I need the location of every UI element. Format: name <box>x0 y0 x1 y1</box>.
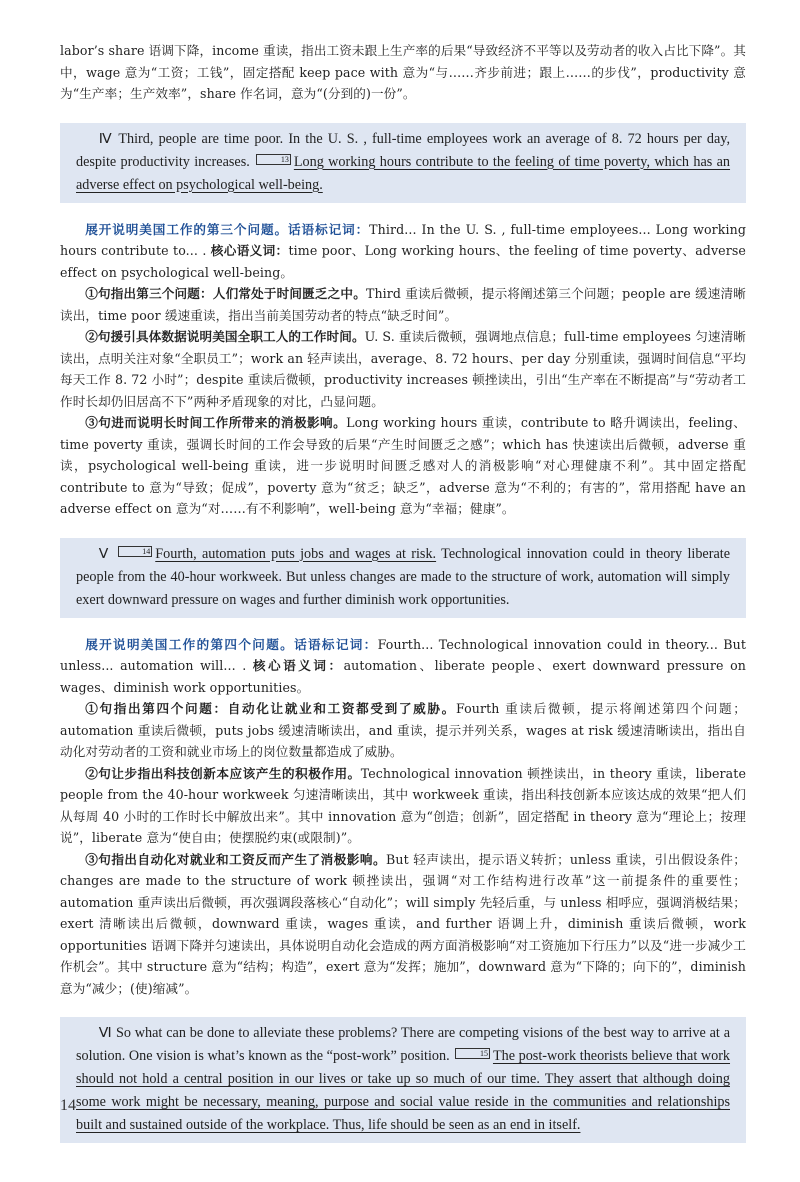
markers-label: 话语标记词： <box>288 221 370 237</box>
point-heading: ①句指出第三个问题：人们常处于时间匮乏之中。 <box>85 286 366 301</box>
core-label: 核心语义词： <box>252 658 344 673</box>
underlined-sentence: Long working hours contribute to the feeling of time poverty, which has an adverse effect on psychological well-being. <box>76 153 731 193</box>
point-text: Technological innovation 顿挫读出，in theory 重读，liberate people from the 40-hour workweek 匀速清晰读出，其中 workweek 重读，指出科技创新本应该达成的效果“把人们从每周 40 小时的工作时长中解放出来”。其中 innovation 意为“创造；创新”，固定搭配 in theory 意为“理论上；按理说”，liberate 意为“使自由；使摆脱约束(或限制)”。 <box>60 765 746 845</box>
core-text: time poor、Long working hours、the feeling of time poverty、adverse effect on psychological well-being。 <box>60 243 746 280</box>
point-heading: ②句让步指出科技创新本应该产生的积极作用。 <box>85 765 361 781</box>
paragraph-number: Ⅴ <box>98 545 111 562</box>
point-heading: ②句援引具体数据说明美国全职工人的工作时间。 <box>85 329 365 344</box>
passage-paragraph-6 <box>60 1017 746 1143</box>
point-text: Third 重读后微顿，提示将阐述第三个问题；people are 缓速清晰读出，time poor 缓速重读，指出当前美国劳动者的特点“缺乏时间”。 <box>60 286 746 323</box>
question-number-badge: 13 <box>256 154 291 165</box>
underlined-sentence: The post-work theorists believe that work should not hold a central position in our lives or take up so much of our time. They assert that although doing some work might be necessary, meaning, purpose and social value reside in the communities and relationships built and sustained outside of the workplace. Thus, life should be seen as an end in itself. <box>76 1048 731 1133</box>
analysis-text: labor’s share 语调下降，income 重读，指出工资未跟上生产率的后果“导致经济不平等以及劳动者的收入占比下降”。其中，wage 意为“工资；工钱”，固定搭配 keep pace with 意为“与……齐步前进；跟上……的步伐”，productivity 意为“生产率；生产效率”，share 作名词，意为“(分到的)一份”。 <box>60 43 746 101</box>
markers-label: 话语标记词： <box>294 636 378 652</box>
passage-text: So what can be done to alleviate these problems? There are competing visions of the best way to arrive at a solution. One vision is what’s known as the “post-work” position. <box>76 1025 730 1064</box>
passage-text: Technological innovation could in theory liberate people from the 40-hour workweek. But unless changes are made to the structure of work, automation will simply exert downward pressure on wages and further diminish work opportunities. <box>76 545 730 608</box>
point-heading: ③句指出自动化对就业和工资反而产生了消极影响。 <box>85 851 387 867</box>
point-heading: ③句进而说明长时间工作所带来的消极影响。 <box>85 415 347 430</box>
paragraph-number: Ⅳ <box>98 130 114 147</box>
analysis-block-5 <box>60 634 746 1000</box>
point-text: U. S. 重读后微顿，强调地点信息；full-time employees 匀速清晰读出，点明关注对象“全职员工”；work an 轻声读出，average、8. 72 hours、per day 分别重读，强调时间信息“平均每天工作 8. 72 小时”；despite 重读后微顿，productivity increases 顿挫读出，引出“生产率在不断提高”与“劳动者工作时长却仍旧居高不下”两种矛盾现象的对比，凸显问题。 <box>60 329 746 409</box>
analysis-block-4 <box>60 219 746 520</box>
point-heading: ①句指出第四个问题：自动化让就业和工资都受到了威胁。 <box>85 701 456 716</box>
passage-paragraph-5 <box>60 538 746 618</box>
paragraph-number: Ⅵ <box>98 1025 113 1041</box>
core-text: automation、liberate people、exert downward pressure on wages、diminish work opportunities。 <box>60 658 746 695</box>
page-number: 14 <box>60 1097 76 1114</box>
passage-paragraph-4 <box>60 123 746 203</box>
question-number-badge: 14 <box>118 546 153 557</box>
core-label: 核心语义词： <box>210 243 289 258</box>
point-text: But 轻声读出，提示语义转折；unless 重读，引出假设条件；changes are made to the structure of work 顿挫读出，强调“对工作结构进行改革”这一前提条件的重要性；automation 重声读出后微顿，再次强调段落核心“自动化”；will simply 先轻后重，与 unless 相呼应，强调消极结果；exert 清晰读出后微顿，downward 重读，wages 重读，and further 语调上升，diminish 重读后微顿，work opportunities 语调下降并匀速读出，具体说明自动化会造成的两方面消极影响“对工资施加下行压力”以及“进一步减少工作机会”。其中 structure 意为“结构；构造”，exert 意为“发挥；施加”，downward 意为“下降的；向下的”，diminish 意为“减少；(使)缩减”。 <box>60 851 746 996</box>
analysis-heading: 展开说明美国工作的第三个问题。 <box>85 221 289 237</box>
markers-text: Third... In the U. S. , full-time employees... Long working hours contribute to... . <box>60 221 747 258</box>
page-content <box>60 40 746 1159</box>
underlined-sentence: Fourth, automation puts jobs and wages at risk. <box>155 545 437 562</box>
question-number-badge: 15 <box>455 1048 490 1059</box>
passage-text: Third, people are time poor. In the U. S. , full-time employees work an average of 8. 72 hours per day, despite productivity increases. <box>76 130 731 170</box>
top-analysis-paragraph <box>60 40 746 105</box>
point-text: Fourth 重读后微顿，提示将阐述第四个问题；automation 重读后微顿，puts jobs 缓速清晰读出，and 重读，提示并列关系，wages at risk 缓速清晰读出，指出自动化对劳动者的工资和就业市场上的岗位数量都造成了威胁。 <box>60 701 746 759</box>
analysis-heading: 展开说明美国工作的第四个问题。 <box>85 636 295 652</box>
markers-text: Fourth... Technological innovation could in theory... But unless... automation will... . <box>60 636 747 673</box>
point-text: Long working hours 重读，contribute to 略升调读出，feeling、time poverty 重读，强调长时间的工作会导致的后果“产生时间匮乏之感”；which has 快速读出后微顿，adverse 重读，psychological well-being 重读，进一步说明时间匮乏感对人的消极影响“对心理健康不利”。其中固定搭配 contribute to 意为“导致；促成”，poverty 意为“贫乏；缺乏”，adverse 意为“不利的；有害的”，常用搭配 have an adverse effect on 意为“对……有不利影响”，well-being 意为“幸福；健康”。 <box>60 415 746 516</box>
